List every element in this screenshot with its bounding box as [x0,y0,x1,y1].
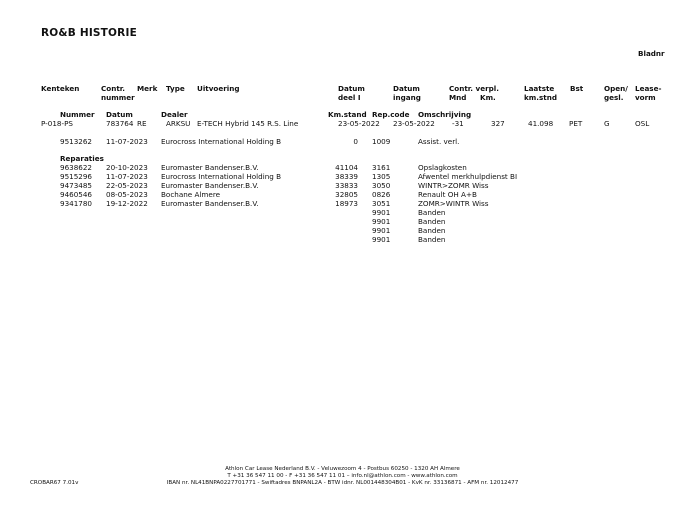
vehicle-bst: PET [569,119,583,128]
header-kenteken: Kenteken [41,84,80,93]
repair-repcode: 9901 [372,235,391,244]
header-vorm: vorm [635,93,656,102]
repair-kmstand: 32805 [335,190,358,199]
repair-dealer: Euromaster Bandenser.B.V. [161,163,259,172]
repair-dealer: Eurocross International Holding B [161,172,282,181]
vehicle-km: 327 [491,119,505,128]
header-gesl: gesl. [604,93,624,102]
header-merk: Merk [137,84,158,93]
repair-dealer: Euromaster Bandenser.B.V. [161,199,259,208]
header-type: Type [166,84,185,93]
header-mnd: Mnd [449,93,467,102]
header-datum-deel: Datum [338,84,365,93]
repair-omschrijving: Renault OH A+B [418,190,477,199]
repair-repcode: 3051 [372,199,391,208]
repair-repcode: 1305 [372,172,391,181]
repair-datum: 19-12-2022 [106,199,148,208]
assistance-omschrijving: Assist. verl. [418,137,460,146]
report-title: RO&B HISTORIE [41,27,137,39]
subheader-kmstand: Km.stand [328,110,367,119]
header-deel: deel I [338,93,361,102]
header-bst: Bst [570,84,584,93]
repair-repcode: 9901 [372,208,391,217]
vehicle-kenteken: P-018-PS [41,119,73,128]
repair-omschrijving: Opslagkosten [418,163,467,172]
vehicle-open: G [604,119,610,128]
repair-omschrijving: WINTR>ZOMR Wiss [418,181,489,190]
header-ingang: ingang [393,93,421,102]
vehicle-datum-deel1: 23-05-2022 [338,119,380,128]
repairs-heading: Reparaties [60,154,104,163]
assistance-kmstand: 0 [353,137,358,146]
repair-repcode: 9901 [372,217,391,226]
repair-kmstand: 38339 [335,172,358,181]
repair-omschrijving: Banden [418,235,446,244]
subheader-omschrijving: Omschrijving [418,110,472,119]
repair-dealer: Euromaster Bandenser.B.V. [161,181,259,190]
repair-datum: 11-07-2023 [106,172,148,181]
header-uitvoering: Uitvoering [197,84,240,93]
footer-legal: IBAN nr. NL41BNPA0227701771 - Swiftadres BNPANL2A - BTW idnr. NL001448304B01 - KvK nr. 33136871 - AFM nr. 12012477 [166,480,519,486]
subheader-nummer: Nummer [60,110,95,119]
footer-address: Athlon Car Lease Nederland B.V. - Veluwezoom 4 - Postbus 60250 - 1320 AH Almere [225,466,460,472]
header-nummer: nummer [101,93,135,102]
assistance-repcode: 1009 [372,137,391,146]
header-contr: Contr. [101,84,126,93]
repair-omschrijving: Banden [418,208,446,217]
vehicle-datum-ingang: 23-05-2022 [393,119,435,128]
header-kmstnd: km.stnd [524,93,557,102]
subheader-repcode: Rep.code [372,110,410,119]
subheader-datum: Datum [106,110,133,119]
assistance-dealer: Eurocross International Holding B [161,137,282,146]
repair-datum: 08-05-2023 [106,190,148,199]
repair-nummer: 9638622 [60,163,93,172]
assistance-nummer: 9513262 [60,137,93,146]
repair-repcode: 3161 [372,163,391,172]
repair-omschrijving: Banden [418,226,446,235]
repair-omschrijving: Banden [418,217,446,226]
repair-omschrijving: Afwentel merkhulpdienst BI [418,172,518,181]
footer-form-code: CROBAR67 7.01v [30,480,79,486]
vehicle-contract: 783764 [106,119,134,128]
repair-repcode: 0826 [372,190,391,199]
repair-nummer: 9341780 [60,199,93,208]
page-number-label: Bladnr [638,49,665,58]
repair-omschrijving: ZOMR>WINTR Wiss [418,199,489,208]
header-lease: Lease- [635,84,662,93]
repair-repcode: 9901 [372,226,391,235]
vehicle-mnd: -31 [452,119,464,128]
repair-datum: 20-10-2023 [106,163,148,172]
repair-nummer: 9473485 [60,181,93,190]
repair-repcode: 3050 [372,181,391,190]
vehicle-laatste-km: 41.098 [528,119,554,128]
header-open: Open/ [604,84,628,93]
repair-dealer: Bochane Almere [161,190,221,199]
repair-nummer: 9460546 [60,190,93,199]
vehicle-uitvoering: E-TECH Hybrid 145 R.S. Line [197,119,299,128]
footer-contact: T +31 36 547 11 00 - F +31 36 547 11 01 – info.nl@athlon.com - www.athlon.com [227,473,458,479]
assistance-datum: 11-07-2023 [106,137,148,146]
repair-kmstand: 33833 [335,181,358,190]
subheader-dealer: Dealer [161,110,188,119]
header-datum-ingang: Datum [393,84,420,93]
vehicle-merk: RE [137,119,147,128]
header-contr-verpl: Contr. verpl. [449,84,499,93]
vehicle-type: ARKSU [166,119,191,128]
vehicle-leasevorm: OSL [635,119,650,128]
repair-kmstand: 18973 [335,199,358,208]
repair-nummer: 9515296 [60,172,93,181]
header-laatste: Laatste [524,84,555,93]
repair-datum: 22-05-2023 [106,181,148,190]
header-km: Km. [480,93,496,102]
repair-kmstand: 41104 [335,163,358,172]
